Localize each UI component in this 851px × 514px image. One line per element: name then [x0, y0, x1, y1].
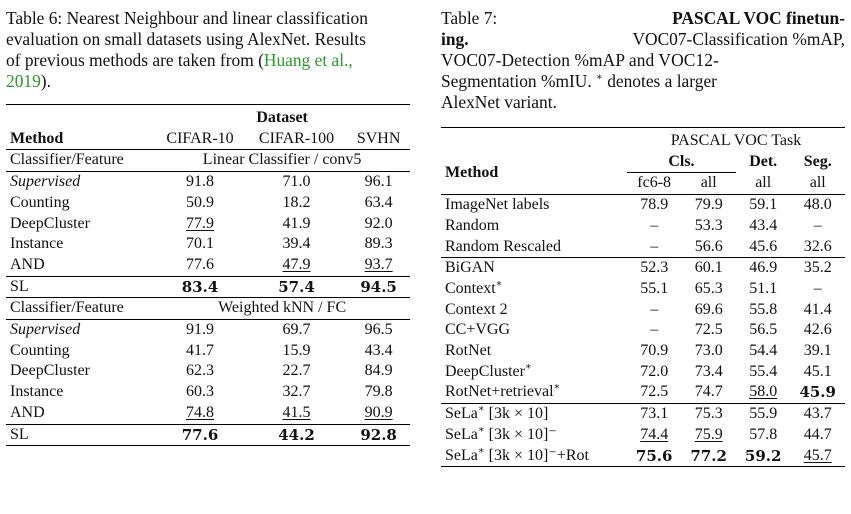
value-cell: 45.6 [749, 237, 778, 255]
method-cell [441, 216, 627, 237]
seg-header: Seg. [803, 152, 832, 170]
value-cell: 50.9 [186, 193, 215, 211]
table-header-row [441, 128, 845, 152]
value-cell: 55.9 [736, 404, 791, 425]
value-cell: 90.9 [364, 403, 393, 421]
sub-header: fc6-8 [637, 174, 672, 192]
section-header-row [6, 150, 410, 172]
table-row [6, 320, 410, 341]
method-name: CC+VGG [445, 321, 511, 339]
dataset-group-header: Dataset [154, 105, 410, 129]
larger-variant-marker: ∗ [553, 382, 561, 394]
table-row [6, 214, 410, 235]
value-cell: 84.9 [364, 362, 393, 380]
column-header: CIFAR-10 [166, 129, 234, 147]
value-cell: 75.9 [694, 425, 723, 443]
value-cell: 41.7 [186, 341, 215, 359]
value-cell: 73.0 [694, 342, 723, 360]
value-cell: 70.1 [186, 235, 215, 253]
value-cell: 45.9 [799, 383, 836, 402]
value-cell: 74.4 [640, 425, 669, 443]
value-cell: 35.2 [790, 258, 845, 279]
value-cell: 56.5 [749, 321, 778, 339]
value-cell: 72.5 [694, 321, 723, 339]
sub-header: all [809, 174, 826, 192]
method-header: Method [445, 163, 499, 181]
citation-year-link[interactable]: 2019 [6, 71, 41, 91]
value-cell: – [650, 300, 659, 318]
value-cell: 45.7 [803, 446, 832, 464]
method-cell: Instance [10, 235, 64, 253]
table-row [441, 341, 845, 362]
table-row [6, 382, 410, 403]
value-cell: 51.1 [749, 279, 778, 297]
method-cell: Supervised [6, 320, 154, 341]
value-cell: 43.7 [790, 404, 845, 425]
method-cell [441, 258, 627, 279]
ours-row [6, 276, 410, 298]
method-cell [441, 320, 627, 341]
value-cell: 43.4 [364, 341, 393, 359]
value-cell: 79.8 [364, 383, 393, 401]
section-span-label: Linear Classifier / conv5 [154, 150, 410, 172]
method-cell: Counting [10, 193, 70, 211]
value-cell: 70.9 [640, 342, 669, 360]
method-name: Random [445, 216, 500, 234]
cls-header: Cls. [627, 152, 736, 173]
value-cell: 41.9 [282, 214, 311, 232]
value-cell: 96.5 [347, 320, 410, 341]
value-cell: 57.8 [749, 425, 778, 443]
method-name: RotNet+retrieval [445, 383, 554, 401]
value-cell: 94.5 [347, 276, 410, 298]
table-row [441, 300, 845, 321]
value-cell: 69.7 [246, 320, 347, 341]
value-cell: 32.7 [282, 383, 311, 401]
method-suffix: [3k × 10] [484, 405, 549, 423]
larger-variant-marker: ∗ [524, 361, 532, 373]
value-cell: 77.9 [186, 214, 215, 232]
table7-block [441, 0, 845, 467]
value-cell: 75.6 [635, 446, 673, 465]
value-cell: 77.6 [186, 255, 215, 273]
table-row [441, 237, 845, 258]
method-cell [441, 195, 627, 216]
table-header-row [6, 105, 410, 129]
method-name: Context 2 [445, 300, 508, 318]
table-row [6, 361, 410, 382]
method-cell: AND [10, 255, 45, 273]
table-row [441, 446, 845, 467]
value-cell: 56.6 [694, 237, 723, 255]
value-cell: 47.9 [282, 255, 311, 273]
value-cell: 44.2 [246, 424, 347, 446]
table6-block [6, 0, 410, 446]
section-header-row [6, 298, 410, 320]
method-cell [441, 279, 627, 300]
larger-variant-marker: ∗ [477, 424, 485, 436]
value-cell: 52.3 [627, 258, 682, 279]
method-cell [441, 382, 627, 403]
value-cell: 59.2 [744, 446, 782, 465]
value-cell: 92.0 [364, 214, 393, 232]
value-cell: – [650, 237, 659, 255]
value-cell: 91.8 [154, 172, 246, 193]
method-name: Random Rescaled [445, 237, 561, 255]
sub-header: all [700, 174, 717, 192]
table6 [6, 104, 410, 446]
section-label: Classifier/Feature [6, 150, 154, 172]
value-cell: 75.3 [681, 404, 736, 425]
value-cell: 69.6 [694, 300, 723, 318]
caption-line: VOC07-Detection %mAP and VOC12- [441, 50, 719, 70]
value-cell: 54.4 [749, 342, 778, 360]
value-cell: 73.1 [627, 404, 682, 425]
method-cell: SL [6, 424, 154, 446]
value-cell: 39.1 [803, 342, 832, 360]
table-row [441, 404, 845, 425]
value-cell: 41.4 [803, 300, 832, 318]
caption-label: Table 7: [441, 8, 498, 28]
table-row [6, 255, 410, 276]
method-name: BiGAN [445, 259, 495, 277]
method-cell [441, 300, 627, 321]
table6-caption [6, 8, 410, 92]
larger-variant-marker: ∗ [477, 403, 485, 415]
method-cell [441, 341, 627, 362]
value-cell: 41.5 [282, 403, 311, 421]
method-header: Method [10, 129, 64, 147]
value-cell: 91.9 [154, 320, 246, 341]
method-cell [441, 237, 627, 258]
value-cell: 74.7 [694, 383, 723, 401]
method-cell: DeepCluster [10, 362, 90, 380]
table-row [441, 258, 845, 279]
value-cell: 15.9 [282, 341, 311, 359]
table-row [6, 341, 410, 362]
table-row [6, 403, 410, 424]
table7-caption [441, 8, 845, 113]
value-cell: 18.2 [282, 193, 311, 211]
value-cell: 89.3 [364, 235, 393, 253]
value-cell: 77.2 [690, 446, 727, 465]
caption-line: Table 6: Nearest Neighbour and linear classification [6, 8, 368, 28]
value-cell: 53.3 [694, 216, 723, 234]
table-row [441, 382, 845, 403]
method-name: RotNet [445, 342, 492, 360]
value-cell: 43.4 [749, 216, 778, 234]
value-cell: 22.7 [282, 362, 311, 380]
larger-variant-marker: ∗ [495, 278, 503, 290]
value-cell: 42.6 [803, 321, 832, 339]
table-row [441, 195, 845, 216]
value-cell: 65.3 [694, 279, 723, 297]
value-cell: 32.6 [803, 237, 832, 255]
caption-line: of previous methods are taken from ( [6, 50, 264, 70]
value-cell: 57.4 [246, 276, 347, 298]
value-cell: 72.0 [640, 362, 669, 380]
value-cell: 93.7 [364, 255, 393, 273]
value-cell: 46.9 [736, 258, 791, 279]
value-cell: – [650, 321, 659, 339]
column-header: CIFAR-100 [258, 129, 335, 147]
caption-line: Segmentation %mIU. ∗ denotes a larger [441, 71, 717, 91]
larger-variant-marker: ∗ [477, 445, 485, 457]
value-cell: 62.3 [186, 362, 215, 380]
value-cell: 48.0 [790, 195, 845, 216]
value-cell: – [813, 216, 822, 234]
caption-title: PASCAL VOC finetun- [672, 8, 845, 28]
value-cell: 45.1 [803, 362, 832, 380]
section-label: Classifier/Feature [6, 298, 154, 320]
method-name: SeLa [445, 405, 478, 423]
value-cell: 72.5 [640, 383, 669, 401]
method-cell: SL [6, 276, 154, 298]
value-cell: 63.4 [364, 193, 393, 211]
table-row [441, 320, 845, 341]
method-name: ImageNet labels [445, 196, 550, 214]
value-cell: 44.7 [803, 425, 832, 443]
method-cell [441, 425, 627, 446]
value-cell: 59.1 [736, 195, 791, 216]
method-cell: Counting [10, 341, 70, 359]
value-cell: 58.0 [749, 383, 778, 401]
method-name: SeLa [445, 446, 478, 464]
value-cell: 83.4 [154, 276, 246, 298]
column-header: SVHN [356, 129, 401, 147]
method-name: DeepCluster [445, 362, 525, 380]
det-header: Det. [749, 152, 778, 170]
caption-title-end: ing. [441, 29, 469, 49]
table-row [441, 425, 845, 446]
sub-header: all [755, 174, 772, 192]
caption-line: VOC07-Classification %mAP, [632, 29, 845, 49]
task-group-header: PASCAL VOC Task [627, 128, 845, 152]
value-cell: 55.4 [749, 362, 778, 380]
table7 [441, 127, 845, 467]
value-cell: 73.4 [694, 362, 723, 380]
value-cell: 79.9 [681, 195, 736, 216]
value-cell: 60.3 [186, 383, 215, 401]
method-suffix: [3k × 10]⁻+Rot [484, 446, 589, 464]
value-cell: 55.1 [640, 279, 669, 297]
value-cell: 74.8 [186, 403, 215, 421]
value-cell: 77.6 [154, 424, 246, 446]
method-cell [441, 404, 627, 425]
table-row [6, 172, 410, 193]
method-cell [441, 446, 627, 467]
method-suffix: [3k × 10]⁻ [484, 425, 557, 443]
value-cell: 96.1 [347, 172, 410, 193]
table-header-row [441, 152, 845, 173]
table-row [6, 234, 410, 255]
section-span-label: Weighted kNN / FC [154, 298, 410, 320]
value-cell: – [813, 279, 822, 297]
method-name: Context [445, 279, 496, 297]
value-cell: 60.1 [681, 258, 736, 279]
citation-link[interactable]: Huang et al., [263, 50, 353, 70]
value-cell: 71.0 [246, 172, 347, 193]
value-cell: 39.4 [282, 235, 311, 253]
table-row [6, 193, 410, 214]
caption-line: ). [40, 71, 51, 91]
value-cell: 55.8 [749, 300, 778, 318]
ours-row [6, 424, 410, 446]
table-row [441, 362, 845, 383]
value-cell: 78.9 [627, 195, 682, 216]
table-row [441, 279, 845, 300]
method-cell: Instance [10, 383, 64, 401]
table-row [441, 216, 845, 237]
value-cell: – [650, 216, 659, 234]
method-cell [441, 362, 627, 383]
method-name: SeLa [445, 425, 478, 443]
method-cell: Supervised [6, 172, 154, 193]
caption-line: evaluation on small datasets using AlexNet. Results [6, 29, 366, 49]
method-cell: DeepCluster [10, 214, 90, 232]
value-cell: 92.8 [347, 424, 410, 446]
caption-line: AlexNet variant. [441, 92, 557, 112]
table-header-row [6, 129, 410, 150]
method-cell: AND [10, 403, 45, 421]
